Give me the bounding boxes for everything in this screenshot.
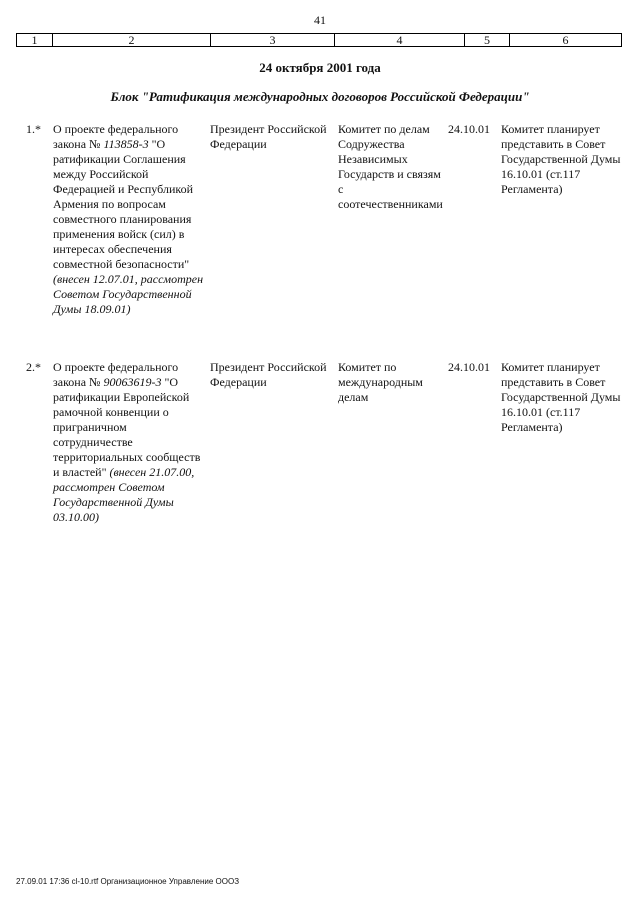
entry-committee: Комитет по делам Содружества Независимых Государств и связям с соотечественниками: [338, 122, 443, 211]
entry-status: Комитет планирует представить в Совет Государственной Думы 16.10.01 (ст.117 Регламента): [501, 360, 621, 434]
date-heading: 24 октября 2001 года: [259, 60, 381, 75]
entry-initiator: Президент Российской Федерации: [210, 122, 327, 151]
law-prefix: О проекте федерального закона №: [53, 122, 179, 151]
law-prefix: О проекте федерального закона №: [53, 360, 179, 389]
column-number: 2: [53, 34, 211, 46]
entry-initiator: Президент Российской Федерации: [210, 360, 327, 389]
entry-committee: Комитет по международным делам: [338, 360, 423, 404]
column-number-header: [16, 33, 622, 47]
entry-description: [53, 360, 208, 525]
law-title: "О ратификации Европейской рамочной конвенции о приграничном сотрудничестве территориальных сообществ и властей": [53, 375, 201, 479]
column-number: 5: [465, 34, 510, 46]
entry-status: Комитет планирует представить в Совет Государственной Думы 16.10.01 (ст.117 Регламента): [501, 122, 621, 196]
column-number: 3: [211, 34, 335, 46]
page-footer: 27.09.01 17:36 cl-10.rtf Организационное Управление ОООЗ: [16, 877, 240, 886]
law-note: (внесен 21.07.00, рассмотрен Советом Государственной Думы 03.10.00): [53, 465, 195, 524]
law-note: (внесен 12.07.01, рассмотрен Советом Государственной Думы 18.09.01): [53, 272, 204, 316]
column-number: 1: [17, 34, 53, 46]
entry-date: 24.10.01: [448, 122, 490, 136]
entry-description: [53, 122, 208, 317]
entry-number: 2.*: [26, 360, 41, 374]
page-number: 41: [314, 13, 326, 27]
entry-date: 24.10.01: [448, 360, 490, 374]
column-number: 4: [335, 34, 465, 46]
block-heading: Блок "Ратификация международных договоров Российской Федерации": [110, 89, 530, 104]
entry-number: 1.*: [26, 122, 41, 136]
column-number: 6: [562, 33, 569, 47]
law-number: 113858-3: [103, 137, 149, 151]
law-title: "О ратификации Соглашения между Российской Федерацией и Республикой Армения по вопросам совместного планирования применения войск (сил) в интересах обеспечения совместной безопасности": [53, 137, 194, 271]
law-number: 90063619-3: [103, 375, 162, 389]
